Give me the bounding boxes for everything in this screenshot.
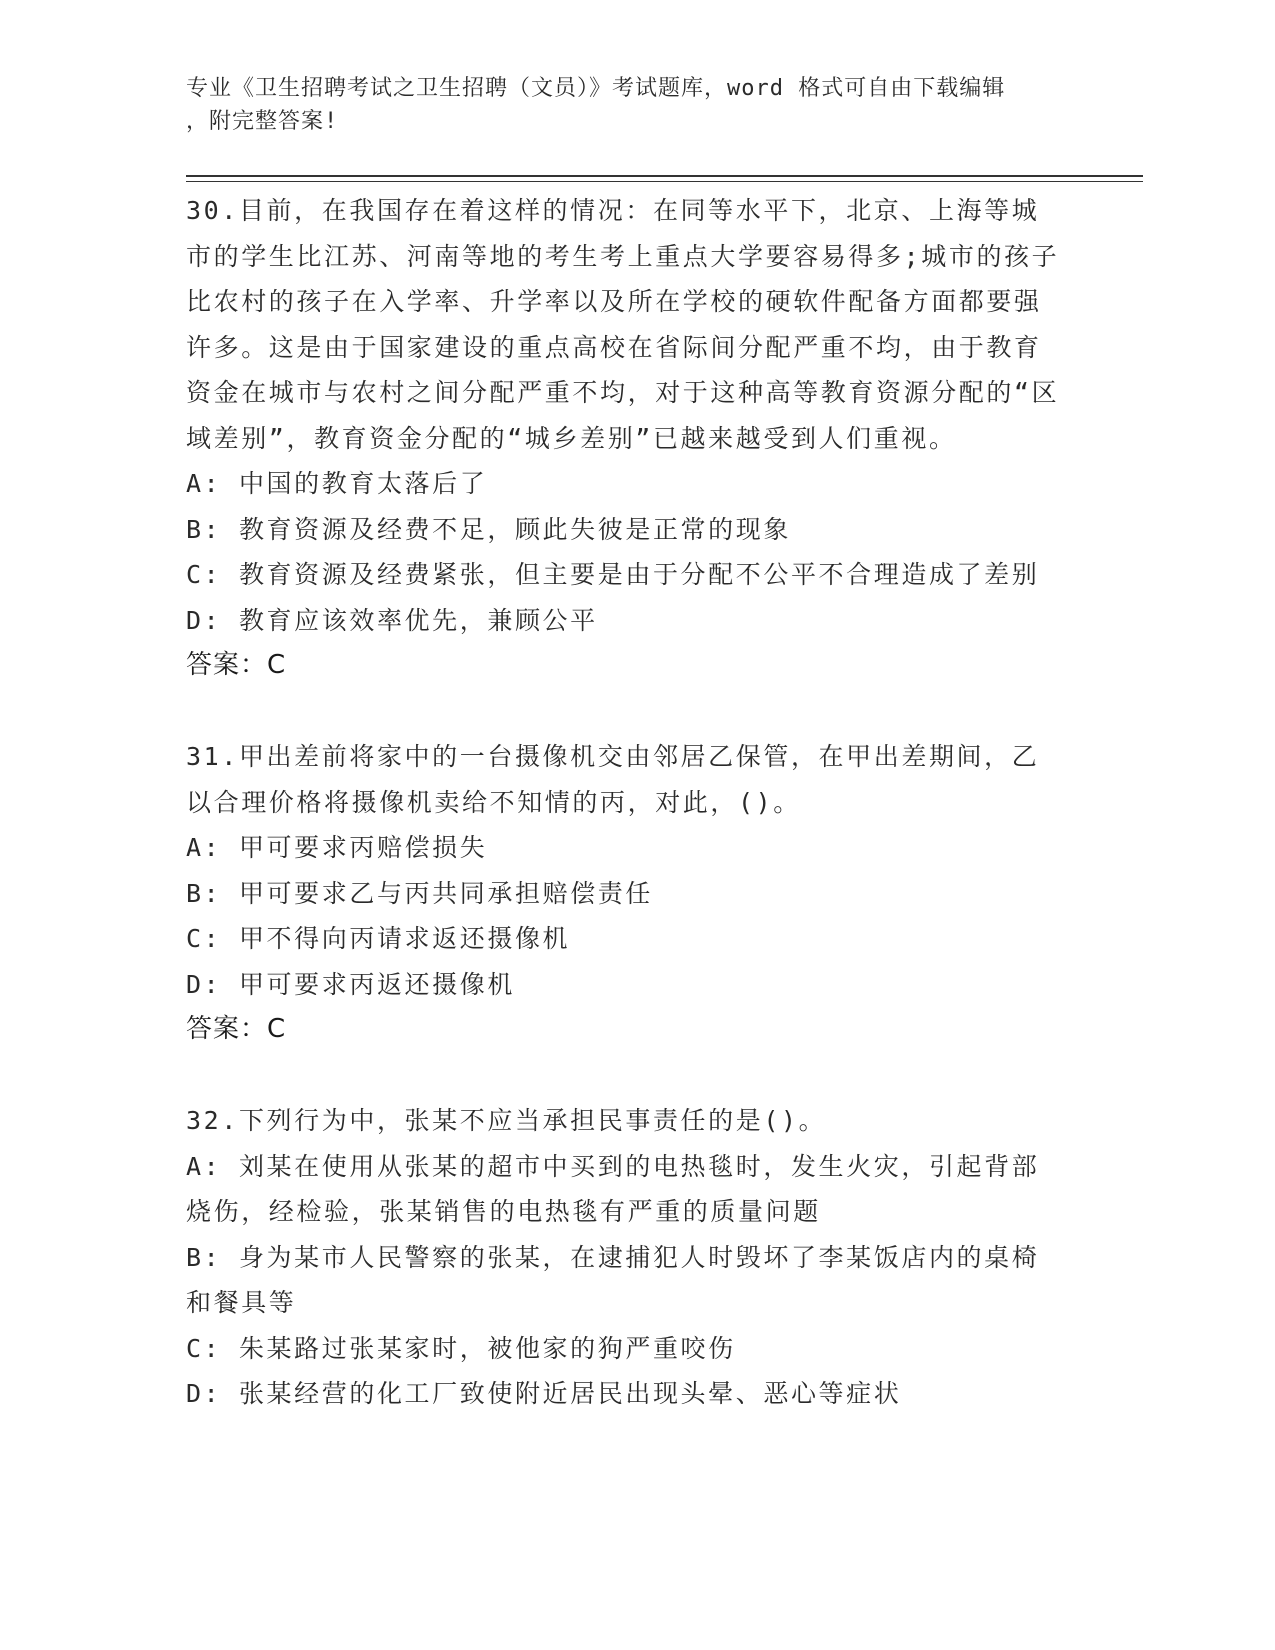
option-b: B: 甲可要求乙与丙共同承担赔偿责任 (186, 878, 653, 908)
option-a: A: 刘某在使用从张某的超市中买到的电热毯时，发生火灾，引起背部烧伤，经检验，张某销售的电热毯有严重的质量问题 (186, 1151, 1040, 1226)
answer-line: 答案：C (186, 1014, 287, 1044)
document-header (186, 72, 1066, 138)
header-line-1: 专业《卫生招聘考试之卫生招聘（文员）》考试题库，word 格式可自由下载编辑 (186, 76, 1006, 101)
option-c: C: 朱某路过张某家时，被他家的狗严重咬伤 (186, 1333, 736, 1363)
question-stem: 30.目前，在我国存在着这样的情况：在同等水平下，北京、上海等城市的学生比江苏、河南等地的考生考上重点大学要容易得多;城市的孩子比农村的孩子在入学率、升学率以及所在学校的硬软件配备方面都要强许多。这是由于国家建设的重点高校在省际间分配严重不均，由于教育资金在城市与农村之间分配严重不均，对于这种高等教育资源分配的“区域差别”，教育资金分配的“城乡差别”已越来越受到人们重视。 (186, 196, 1060, 453)
question-stem: 32.下列行为中，张某不应当承担民事责任的是()。 (186, 1106, 827, 1135)
question-gap (186, 1053, 1066, 1099)
option-d: D: 甲可要求丙返还摄像机 (186, 969, 515, 999)
option-b: B: 教育资源及经费不足，顾此失彼是正常的现象 (186, 514, 791, 544)
answer-line: 答案：C (186, 650, 287, 680)
question-30 (186, 188, 1066, 734)
question-32 (186, 1098, 1066, 1417)
question-31 (186, 734, 1066, 1098)
question-stem: 31.甲出差前将家中的一台摄像机交由邻居乙保管，在甲出差期间，乙以合理价格将摄像机卖给不知情的丙，对此，()。 (186, 742, 1040, 817)
option-b: B: 身为某市人民警察的张某，在逮捕犯人时毁坏了李某饭店内的桌椅和餐具等 (186, 1242, 1040, 1317)
header-divider-thin (186, 181, 1143, 182)
option-d: D: 张某经营的化工厂致使附近居民出现头晕、恶心等症状 (186, 1379, 902, 1408)
header-line-2: ，附完整答案! (186, 109, 339, 134)
option-c: C: 甲不得向丙请求返还摄像机 (186, 924, 571, 953)
option-a: A: 中国的教育太落后了 (186, 469, 488, 498)
option-d: D: 教育应该效率优先，兼顾公平 (186, 605, 598, 635)
option-c: C: 教育资源及经费紧张，但主要是由于分配不公平不合理造成了差别 (186, 560, 1040, 589)
question-list (186, 188, 1066, 1417)
option-a: A: 甲可要求丙赔偿损失 (186, 833, 488, 862)
header-divider-thick (186, 175, 1143, 177)
question-gap (186, 689, 1066, 735)
